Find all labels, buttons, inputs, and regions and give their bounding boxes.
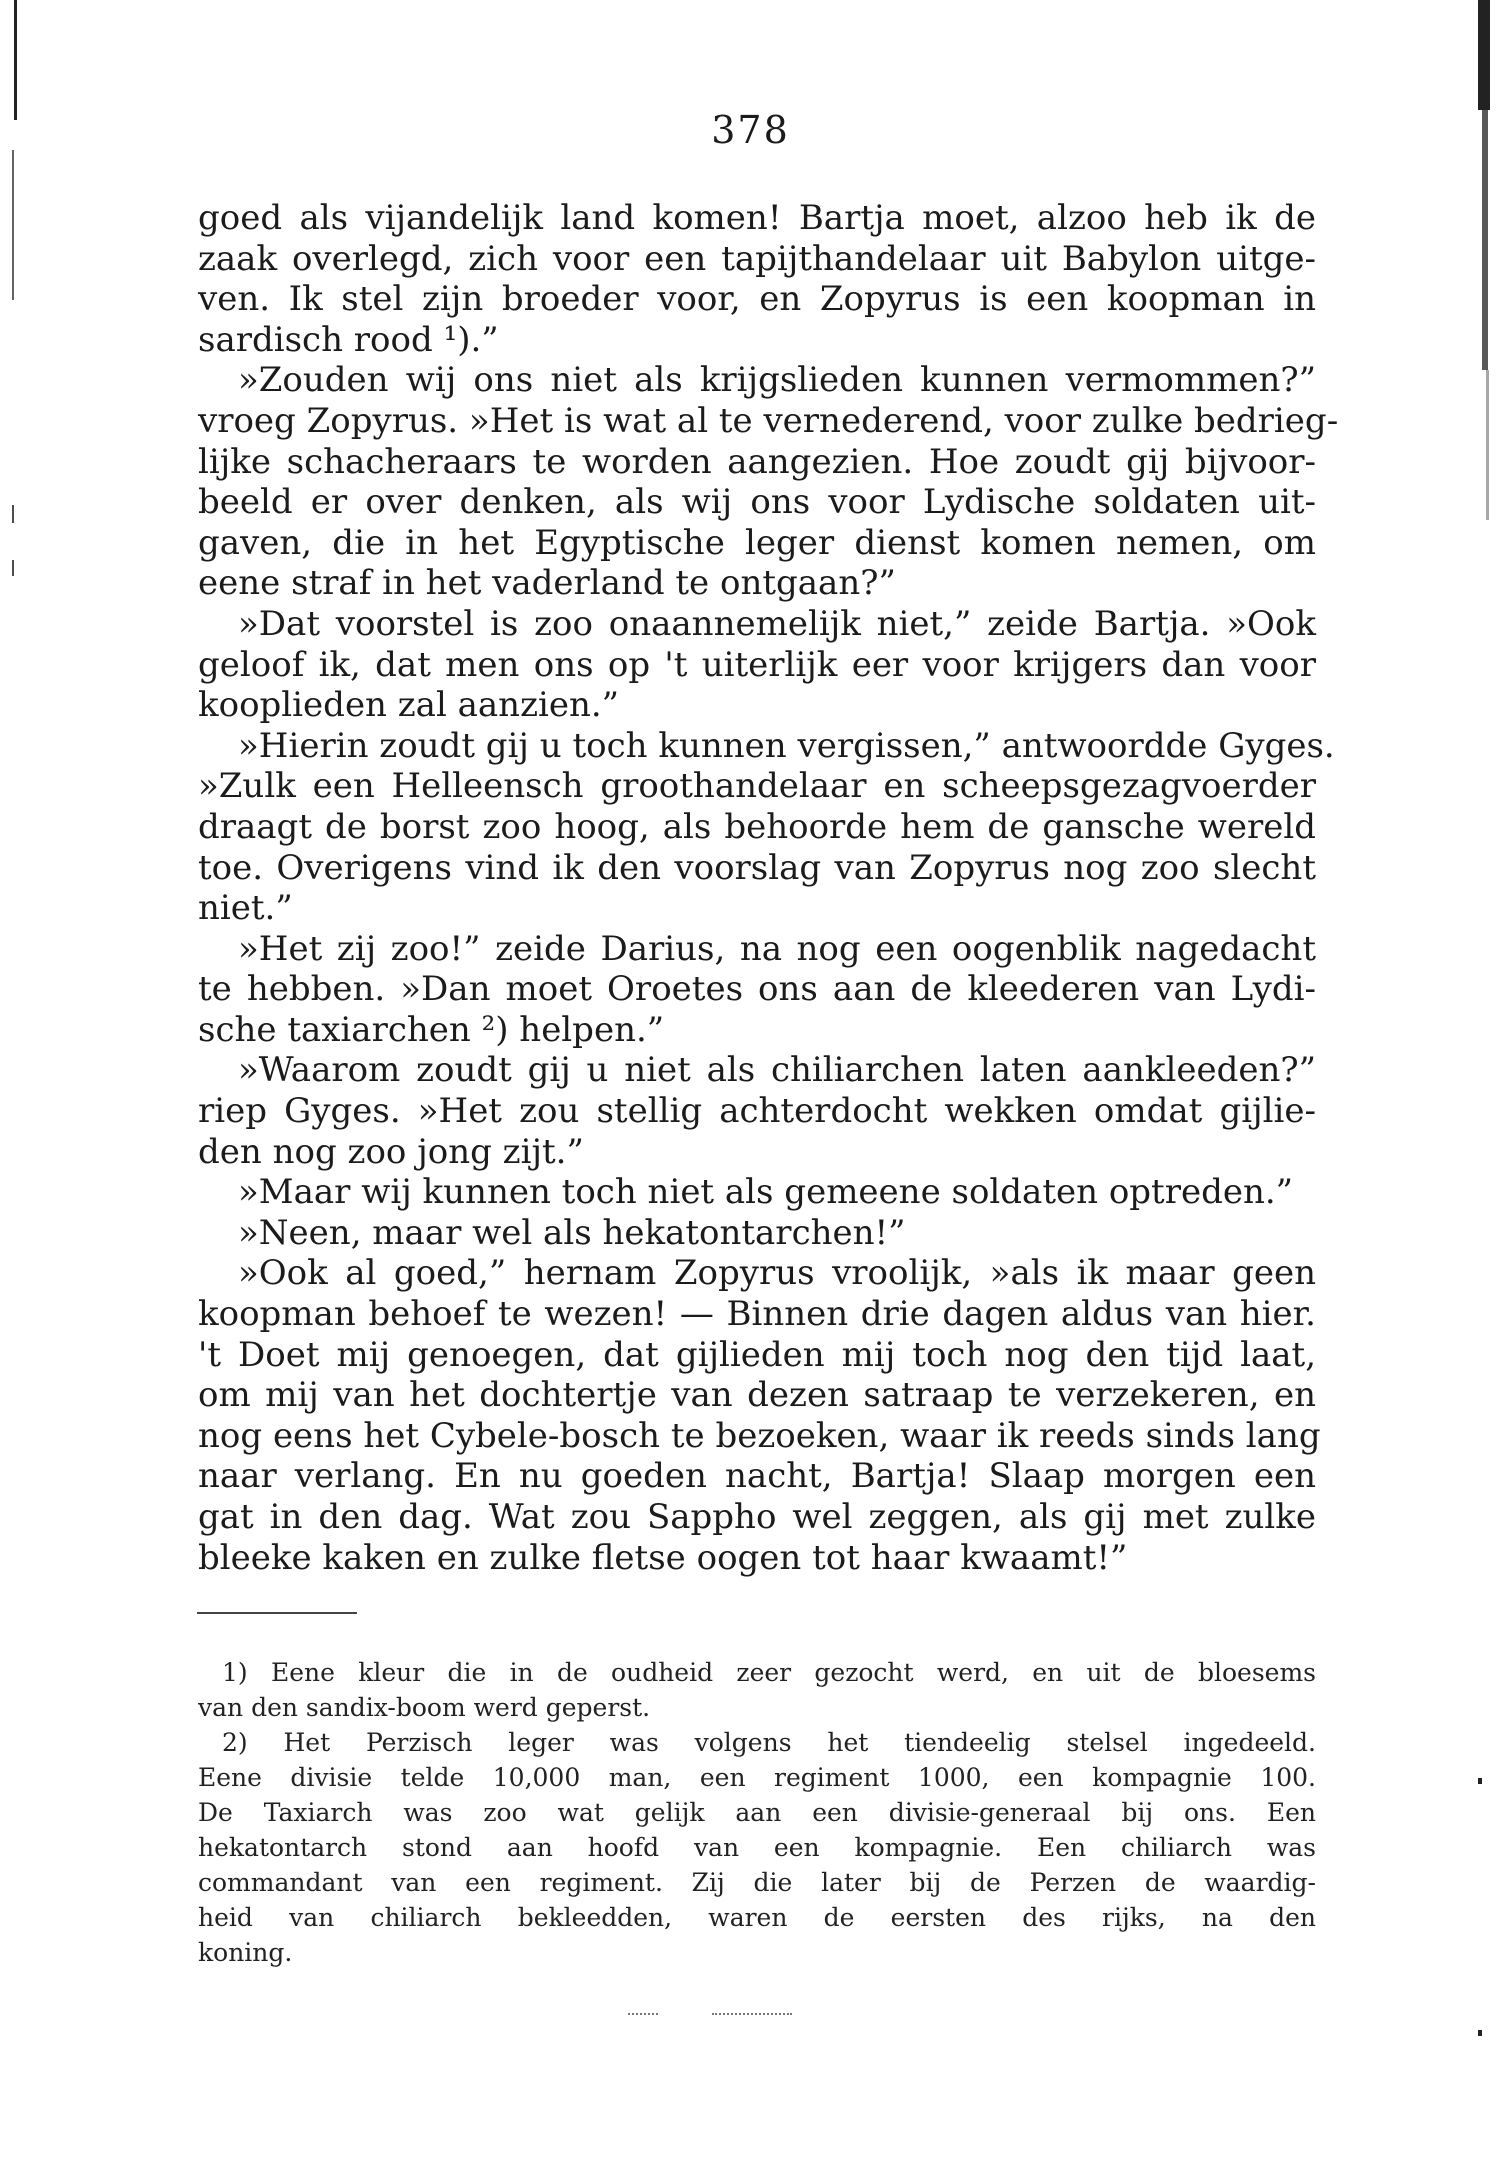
text-line: toe. Overigens vind ik den voorslag van Zopyrus nog zoo slecht xyxy=(198,847,1316,888)
page-number: 378 xyxy=(711,108,790,152)
text-line: gat in den dag. Wat zou Sappho wel zeggen, als gij met zulke xyxy=(198,1497,1316,1537)
paragraph xyxy=(198,1172,1316,1213)
text-line: draagt de borst zoo hoog, als behoorde hem de gansche wereld xyxy=(198,806,1316,847)
text-line: gaven, die in het Egyptische leger dienst komen nemen, om xyxy=(198,522,1316,563)
footnote-line: De Taxiarch was zoo wat gelijk aan een divisie-generaal bij ons. Een xyxy=(198,1798,1316,1827)
footnote-divider xyxy=(197,1612,357,1614)
text-line: om mij van het dochtertje van dezen satraap te verzekeren, en xyxy=(198,1375,1316,1416)
text-line: geloof ik, dat men ons op 't uiterlijk eer voor krijgers dan voor xyxy=(198,644,1316,685)
text-line: »Dat voorstel is zoo onaannemelijk niet,” zeide Bartja. »Ook xyxy=(238,603,1316,644)
text-line: »Hierin zoudt gij u toch kunnen vergissen,” antwoordde Gyges. xyxy=(238,725,1335,766)
text-line: bleeke kaken en zulke fletse oogen tot haar kwaamt!” xyxy=(198,1537,1128,1578)
text-line: nog eens het Cybele-bosch te bezoeken, waar ik reeds sinds lang xyxy=(198,1415,1321,1456)
footnote-line: Eene divisie telde 10,000 man, een regiment 1000, een kompagnie 100. xyxy=(198,1763,1316,1792)
scan-artifact xyxy=(712,2013,792,2015)
footnote-line: heid van chiliarch bekleedden, waren de eersten des rijks, na den xyxy=(198,1903,1316,1932)
scan-edge-mark xyxy=(14,0,17,120)
text-line: niet.” xyxy=(198,888,293,929)
text-line: 't Doet mij genoegen, dat gijlieden mij toch nog den tijd laat, xyxy=(198,1334,1316,1375)
text-line: sardisch rood ¹).” xyxy=(198,319,499,360)
text-line: naar verlang. En nu goeden nacht, Bartja! Slaap morgen een xyxy=(198,1456,1316,1497)
text-line: vroeg Zopyrus. »Het is wat al te vernederend, voor zulke bedrieg- xyxy=(198,400,1339,441)
scan-edge-shadow xyxy=(1482,110,1488,370)
scan-edge-mark xyxy=(12,505,14,523)
paragraph xyxy=(198,725,1335,929)
footnote-line: koning. xyxy=(198,1938,293,1967)
footnotes xyxy=(198,1655,1316,1970)
scan-artifact xyxy=(628,2013,658,2015)
paragraph xyxy=(198,198,1316,360)
text-line: koopman behoef te wezen! — Binnen drie dagen aldus van hier. xyxy=(198,1294,1316,1335)
text-line: »Zulk een Helleensch groothandelaar en scheepsgezagvoerder xyxy=(198,766,1316,807)
footnote-line: 2) Het Perzisch leger was volgens het tiendeelig stelsel ingedeeld. xyxy=(222,1728,1316,1757)
text-line: »Zouden wij ons niet als krijgslieden kunnen vermommen?” xyxy=(238,360,1316,401)
text-line: goed als vijandelijk land komen! Bartja moet, alzoo heb ik de xyxy=(198,198,1316,238)
paragraph xyxy=(198,1253,1321,1578)
text-line: sche taxiarchen ²) helpen.” xyxy=(198,1009,665,1050)
scan-edge-shadow xyxy=(1486,370,1489,520)
body-text xyxy=(198,198,1339,1578)
footnote-line: commandant van een regiment. Zij die later bij de Perzen de waardig- xyxy=(198,1868,1316,1897)
text-line: kooplieden zal aanzien.” xyxy=(198,685,620,726)
text-line: »Neen, maar wel als hekatontarchen!” xyxy=(238,1212,906,1253)
paragraph xyxy=(198,604,1316,726)
paragraph xyxy=(198,929,1316,1051)
text-line: zaak overlegd, zich voor een tapijthandelaar uit Babylon uitge- xyxy=(198,238,1316,279)
footnote-line: van den sandix-boom werd geperst. xyxy=(198,1693,651,1722)
footnote-2 xyxy=(198,1725,1316,1970)
paragraph xyxy=(198,1213,1316,1254)
text-line: eene straf in het vaderland te ontgaan?” xyxy=(198,563,896,604)
footnote-line: hekatontarch stond aan hoofd van een kompagnie. Een chiliarch was xyxy=(198,1833,1316,1862)
text-line: »Maar wij kunnen toch niet als gemeene soldaten optreden.” xyxy=(238,1172,1294,1213)
scan-edge-shadow xyxy=(1478,0,1490,110)
text-line: riep Gyges. »Het zou stellig achterdocht wekken omdat gijlie- xyxy=(198,1091,1316,1132)
text-line: »Waarom zoudt gij u niet als chiliarchen laten aankleeden?” xyxy=(238,1050,1316,1091)
paragraph xyxy=(198,1050,1316,1172)
scan-edge-mark xyxy=(1478,2030,1482,2036)
text-line: te hebben. »Dan moet Oroetes ons aan de kleederen van Lydi- xyxy=(198,969,1316,1010)
paragraph xyxy=(198,360,1339,604)
footnote-1 xyxy=(198,1655,1316,1725)
scan-edge-mark xyxy=(12,150,14,300)
footnote-line: 1) Eene kleur die in de oudheid zeer gezocht werd, en uit de bloesems xyxy=(222,1658,1316,1687)
text-line: ven. Ik stel zijn broeder voor, en Zopyrus is een koopman in xyxy=(198,279,1316,320)
text-line: lijke schacheraars te worden aangezien. Hoe zoudt gij bijvoor- xyxy=(198,441,1316,482)
text-line: den nog zoo jong zijt.” xyxy=(198,1131,584,1172)
scan-edge-mark xyxy=(12,560,14,576)
scan-edge-mark xyxy=(1478,1778,1482,1784)
text-line: »Ook al goed,” hernam Zopyrus vroolijk, »als ik maar geen xyxy=(238,1253,1316,1294)
text-line: »Het zij zoo!” zeide Darius, na nog een oogenblik nagedacht xyxy=(238,928,1316,969)
text-line: beeld er over denken, als wij ons voor Lydische soldaten uit- xyxy=(198,482,1316,523)
